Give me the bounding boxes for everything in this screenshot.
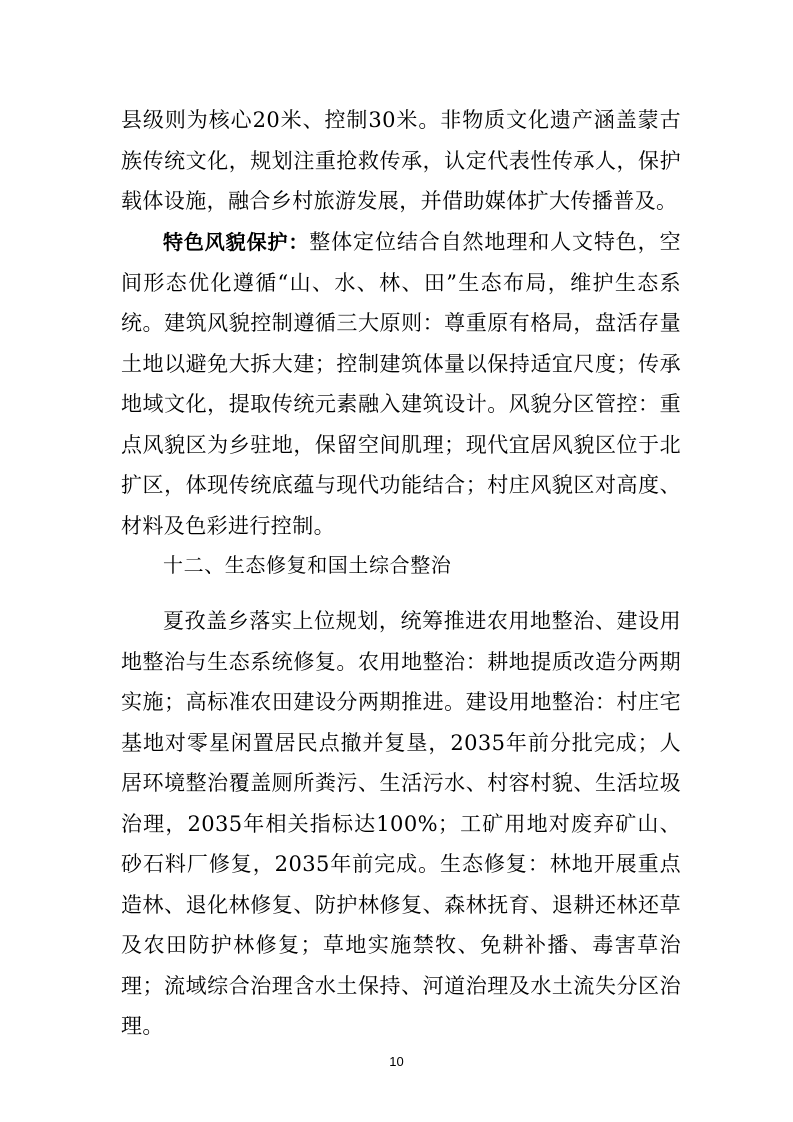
feature-protection-paragraph: [121, 222, 681, 546]
continued-paragraph: [121, 100, 681, 222]
paragraph-content: [121, 222, 681, 546]
paragraph-text: 夏孜盖乡落实上位规划，统筹推进农用地整治、建设用地整治与生态系统修复。农用地整治：耕地提质改造分两期实施；高标准农田建设分两期推进。建设用地整治：村庄宅基地对零星闲置居民点撤并复垦，2035年前分批完成；人居环境整治覆盖厕所粪污、生活污水、村容村貌、生活垃圾治理，2035年相关指标达100%；工矿用地对废弃矿山、砂石料厂修复，2035年前完成。生态修复：林地开展重点造林、退化林修复、防护林修复、森林抚育、退耕还林还草及农田防护林修复；草地实施禁牧、免耕补播、毒害草治理；流域综合治理含水土保持、河道治理及水土流失分区治理。: [121, 609, 681, 1038]
paragraph-lead-title: 特色风貌保护：: [163, 230, 310, 254]
page-number: 10: [389, 1054, 404, 1069]
paragraph-text: 县级则为核心20米、控制30米。非物质文化遗产涵盖蒙古族传统文化，规划注重抢救传承，认定代表性传承人，保护载体设施，融合乡村旅游发展，并借助媒体扩大传播普及。: [121, 108, 681, 213]
section-heading: 十二、生态修复和国土综合整治: [163, 553, 452, 577]
ecological-restoration-paragraph: [121, 601, 681, 1047]
paragraph-body: 整体定位结合自然地理和人文特色，空间形态优化遵循“山、水、林、田”生态布局，维护生态系统。建筑风貌控制遵循三大原则：尊重原有格局，盘活存量土地以避免大拆大建；控制建筑体量以保持适宜尺度；传承地域文化，提取传统元素融入建筑设计。风貌分区管控：重点风貌区为乡驻地，保留空间肌理；现代宜居风貌区位于北扩区，体现传统底蕴与现代功能结合；村庄风貌区对高度、材料及色彩进行控制。: [121, 230, 681, 538]
